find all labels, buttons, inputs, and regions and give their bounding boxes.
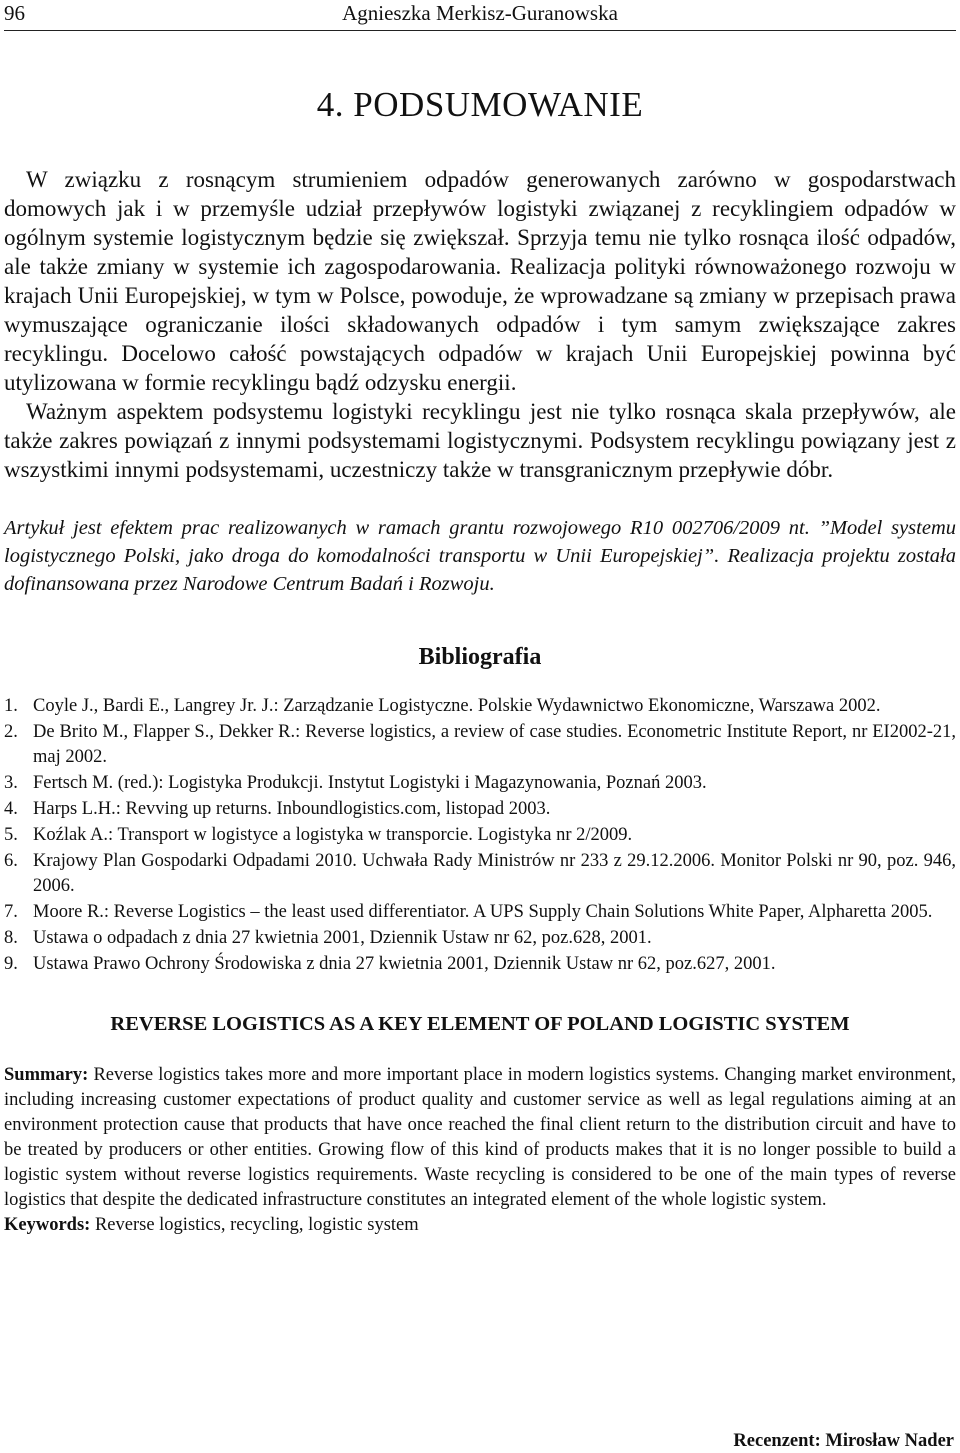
bibliography-item-number: 4. (4, 799, 18, 819)
bibliography-item (4, 797, 956, 822)
acknowledgement-note: Artykuł jest efektem prac realizowanych w ramach grantu rozwojowego R10 002706/2009 nt. ”Model systemu logistycznego Polski, jako droga do komodalności transportu w Unii Europejskiej”. Realizacja projektu została dofinansowana przez Narodowe Centrum Badań i Rozwoju. (4, 517, 956, 595)
keywords-paragraph (4, 1213, 956, 1238)
bibliography-item-text: Fertsch M. (red.): Logistyka Produkcji. Instytut Logistyki i Magazynowania, Poznań 2003. (33, 773, 707, 793)
bibliography-item-number: 9. (4, 954, 18, 974)
bibliography-list (4, 694, 956, 977)
section-body (4, 165, 956, 484)
bibliography-item-number: 7. (4, 902, 18, 922)
bibliography-item-text: Ustawa Prawo Ochrony Środowiska z dnia 27 kwietnia 2001, Dziennik Ustaw nr 62, poz.627, 2001. (33, 954, 776, 974)
running-header (4, 0, 956, 31)
bibliography-heading: Bibliografia (418, 644, 542, 670)
summary-paragraph (4, 1063, 956, 1213)
bibliography-item-number: 6. (4, 851, 18, 871)
bibliography-item-text: Harps L.H.: Revving up returns. Inboundlogistics.com, listopad 2003. (33, 799, 551, 819)
summary-label: Summary: (4, 1065, 89, 1085)
bibliography-item (4, 849, 956, 899)
bibliography-item-text: Coyle J., Bardi E., Langrey Jr. J.: Zarządzanie Logistyczne. Polskie Wydawnictwo Ekonomiczne, Warszawa 2002. (33, 696, 881, 716)
keywords-text: Reverse logistics, recycling, logistic system (90, 1215, 419, 1235)
bibliography-item-text: Ustawa o odpadach z dnia 27 kwietnia 2001, Dziennik Ustaw nr 62, poz.628, 2001. (33, 928, 652, 948)
bibliography-item (4, 720, 956, 770)
running-title: Agnieszka Merkisz-Guranowska (342, 1, 618, 25)
bibliography-item (4, 926, 956, 951)
summary-block (4, 1063, 956, 1238)
bibliography-item (4, 952, 956, 977)
bibliography-item (4, 900, 956, 925)
bibliography-item (4, 823, 956, 848)
bibliography-item-number: 5. (4, 825, 18, 845)
bibliography-item-number: 8. (4, 928, 18, 948)
bibliography-item-text: Koźlak A.: Transport w logistyce a logistyka w transporcie. Logistyka nr 2/2009. (33, 825, 633, 845)
body-paragraph: W związku z rosnącym strumieniem odpadów generowanych zarówno w gospodarstwach domowych jak i w przemyśle udział przepływów logistyki związanej z recyklingiem odpadów w ogólnym systemie logistycznym będzie się zwiększał. Sprzyja temu nie tylko rosnąca ilość odpadów, ale także zmiany w systemie ich zagospodarowania. Realizacja polityki równoważonego rozwoju w krajach Unii Europejskiej, w tym w Polsce, powoduje, że wprowadzane są zmiany w przepisach prawa wymuszające ograniczanie ilości składowanych odpadów i tym samym zwiększające zakres recyklingu. Docelowo całość powstających odpadów w krajach Unii Europejskiej powinna być utylizowana w formie recyklingu bądź odzysku energii. (4, 167, 956, 395)
bibliography-item (4, 694, 956, 719)
bibliography-item-text: Krajowy Plan Gospodarki Odpadami 2010. Uchwała Rady Ministrów nr 233 z 29.12.2006. Monitor Polski nr 90, poz. 946, 2006. (33, 851, 956, 896)
keywords-label: Keywords: (4, 1215, 91, 1235)
bibliography-item-text: Moore R.: Reverse Logistics – the least used differentiator. A UPS Supply Chain Solutions White Paper, Alpharetta 2005. (33, 902, 933, 922)
english-title: REVERSE LOGISTICS AS A KEY ELEMENT OF POLAND LOGISTIC SYSTEM (110, 1013, 850, 1035)
bibliography-item-text: De Brito M., Flapper S., Dekker R.: Reverse logistics, a review of case studies. Econometric Institute Report, nr EI2002-21, maj 2002. (33, 722, 956, 767)
bibliography-item-number: 2. (4, 722, 18, 742)
reviewer-credit: Recenzent: Mirosław Nader (733, 1431, 954, 1451)
bibliography-item-number: 3. (4, 773, 18, 793)
page-number: 96 (4, 1, 25, 25)
section-heading: 4. PODSUMOWANIE (316, 85, 644, 124)
body-paragraph: Ważnym aspektem podsystemu logistyki recyklingu jest nie tylko rosnąca skala przepływów, ale także zakres powiązań z innymi podsystemami logistycznymi. Podsystem recyklingu powiązany jest z wszystkimi innymi podsystemami, uczestniczy także w transgranicznym przepływie dóbr. (4, 399, 956, 482)
bibliography-item (4, 771, 956, 796)
bibliography-item-number: 1. (4, 696, 18, 716)
summary-text: Reverse logistics takes more and more important place in modern logistics systems. Changing market environment, including increasing customer expectations of product quality and customer service as well as legal regulations aiming at an environment protection cause that products that have once reached the final client return to the distribution circuit and have to be treated by producers or other entities. Growing flow of this kind of products makes that it is no longer possible to build a logistic system without reverse logistics requirements. Waste recycling is considered to be one of the main types of reverse logistics that despite the dedicated infrastructure constitutes an integrated element of the whole logistic system. (4, 1065, 956, 1210)
